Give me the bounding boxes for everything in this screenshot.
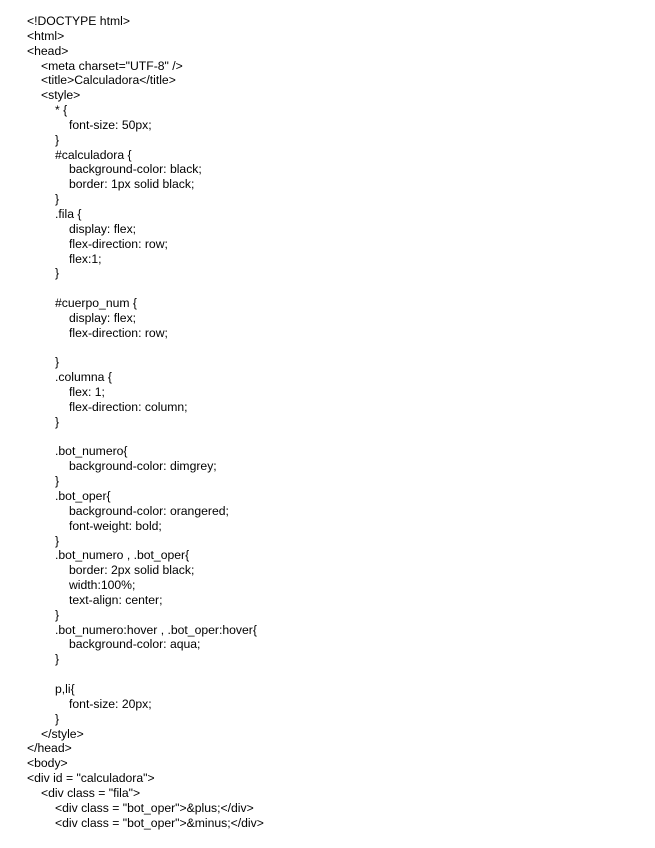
code-line: <html>	[27, 28, 65, 43]
code-line: #cuerpo_num {	[55, 296, 137, 311]
code-line: flex-direction: row;	[69, 325, 168, 340]
code-line: </head>	[27, 741, 72, 756]
code-line: }	[55, 711, 60, 726]
code-line: }	[55, 652, 60, 667]
code-line: }	[55, 607, 60, 622]
code-line: font-size: 50px;	[69, 117, 152, 132]
code-line	[0, 430, 655, 445]
code-line: background-color: aqua;	[69, 637, 201, 652]
code-line: display: flex;	[69, 221, 137, 236]
code-line: .columna {	[55, 370, 112, 385]
code-line: .bot_oper{	[55, 489, 111, 503]
code-line	[0, 341, 655, 356]
code-line: }	[55, 266, 60, 281]
code-line: flex-direction: row;	[69, 236, 168, 251]
code-line: #calculadora {	[55, 147, 132, 162]
code-line: font-weight: bold;	[69, 518, 162, 533]
code-line: </style>	[41, 726, 84, 741]
code-line: <div class = "bot_oper">&plus;</div>	[55, 800, 254, 815]
code-line: background-color: orangered;	[69, 503, 229, 518]
code-line: flex:1;	[69, 251, 102, 266]
code-line	[0, 667, 655, 682]
code-line: <div id = "calculadora">	[27, 771, 155, 786]
code-line: }	[55, 132, 60, 147]
code-line: background-color: black;	[69, 162, 202, 177]
code-line: * {	[55, 103, 68, 118]
code-line: display: flex;	[69, 310, 137, 325]
code-line: }	[55, 533, 60, 548]
code-line: .bot_numero{	[55, 444, 128, 459]
code-line: border: 1px solid black;	[69, 177, 195, 192]
code-line: <head>	[27, 43, 69, 58]
code-line: .fila {	[55, 206, 82, 221]
code-line: <!DOCTYPE html>	[27, 14, 130, 28]
code-line: <div class = "fila">	[41, 785, 141, 800]
code-line: flex: 1;	[69, 385, 105, 400]
code-line: }	[55, 414, 60, 429]
code-line: border: 2px solid black;	[69, 563, 195, 578]
code-line: font-size: 20px;	[69, 696, 152, 711]
code-line	[0, 281, 655, 296]
code-line: }	[55, 355, 60, 370]
code-line: <meta charset="UTF-8" />	[41, 58, 183, 73]
code-line: width:100%;	[69, 578, 136, 593]
code-line: background-color: dimgrey;	[69, 459, 217, 474]
code-line: p,li{	[55, 681, 75, 696]
code-line: <style>	[41, 88, 81, 103]
code-line: text-align: center;	[69, 592, 163, 607]
code-line: <body>	[27, 756, 68, 771]
code-line: flex-direction: column;	[69, 399, 188, 414]
code-line: .bot_numero:hover , .bot_oper:hover{	[55, 622, 257, 637]
code-line: <div class = "bot_oper">&minus;</div>	[55, 815, 264, 830]
code-line: <title>Calculadora</title>	[41, 73, 176, 88]
code-line: }	[55, 192, 60, 207]
code-line: .bot_numero , .bot_oper{	[55, 548, 190, 563]
code-line: }	[55, 474, 60, 489]
